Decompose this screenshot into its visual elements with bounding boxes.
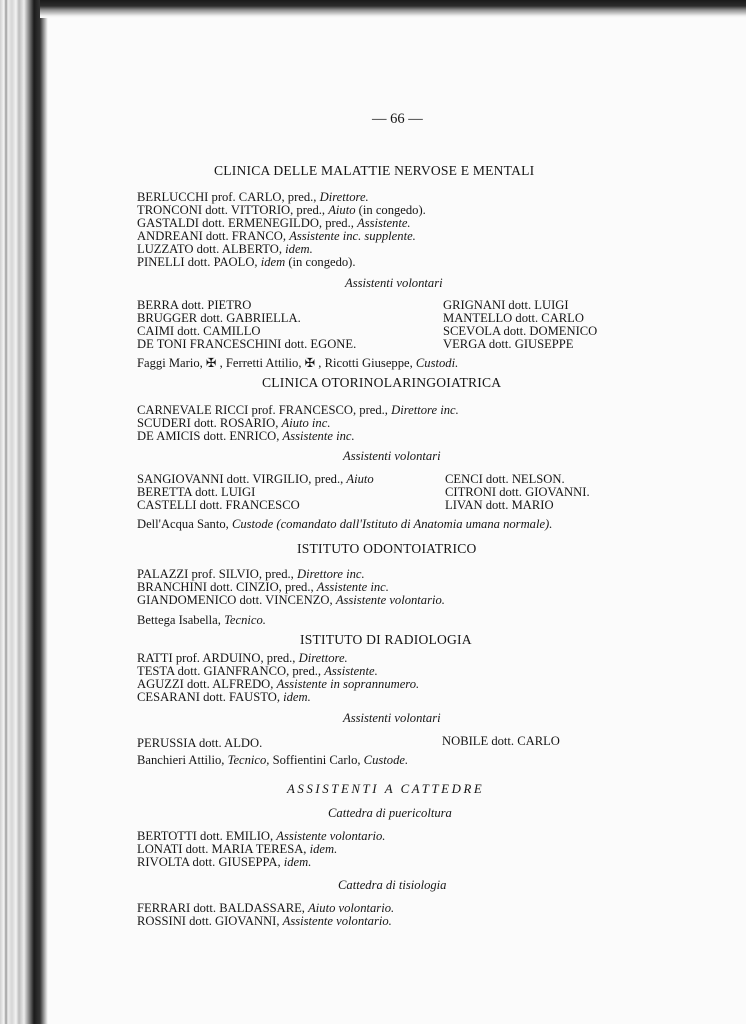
- volunteer-left: DE TONI FRANCESCHINI dott. EGONE.: [137, 337, 357, 351]
- staff-line: GIANDOMENICO dott. VINCENZO, Assistente volontario.: [137, 593, 445, 607]
- custodi-line: Faggi Mario, ✠ , Ferretti Attilio, ✠ , Ricotti Giuseppe, Custodi.: [137, 356, 459, 370]
- staff-line: LUZZATO dott. ALBERTO, idem.: [137, 242, 313, 256]
- staff-line: BRANCHINI dott. CINZIO, pred., Assistente inc.: [137, 580, 389, 594]
- cattedra-label: Cattedra di puericoltura: [328, 806, 452, 820]
- staff-line: ANDREANI dott. FRANCO, Assistente inc. supplente.: [137, 229, 416, 243]
- volunteer-left: BERETTA dott. LUIGI: [137, 485, 256, 499]
- staff-line: BERTOTTI dott. EMILIO, Assistente volontario.: [137, 829, 386, 843]
- staff-line: FERRARI dott. BALDASSARE, Aiuto volontario.: [137, 901, 395, 915]
- volunteer-left: SANGIOVANNI dott. VIRGILIO, pred., Aiuto: [137, 472, 374, 486]
- volunteer-left: BERRA dott. PIETRO: [137, 298, 252, 312]
- volunteers-label: Assistenti volontari: [343, 449, 441, 463]
- staff-line: SCUDERI dott. ROSARIO, Aiuto inc.: [137, 416, 331, 430]
- volunteer-right: GRIGNANI dott. LUIGI: [443, 298, 569, 312]
- staff-line: RIVOLTA dott. GIUSEPPA, idem.: [137, 855, 312, 869]
- volunteer-left: CASTELLI dott. FRANCESCO: [137, 498, 300, 512]
- section-title-otorino: CLINICA OTORINOLARINGOIATRICA: [262, 375, 502, 390]
- staff-line: LONATI dott. MARIA TERESA, idem.: [137, 842, 338, 856]
- volunteers-label: Assistenti volontari: [343, 711, 441, 725]
- staff-line: PINELLI dott. PAOLO, idem (in congedo).: [137, 255, 356, 269]
- tecnico-line: Bettega Isabella, Tecnico.: [137, 613, 266, 627]
- volunteer-left: PERUSSIA dott. ALDO.: [137, 736, 263, 750]
- custode-line: Dell'Acqua Santo, Custode (comandato dall'Istituto di Anatomia umana normale).: [137, 517, 553, 531]
- staff-line: TESTA dott. GIANFRANCO, pred., Assistente.: [137, 664, 378, 678]
- staff-line: CESARANI dott. FAUSTO, idem.: [137, 690, 311, 704]
- volunteer-right: VERGA dott. GIUSEPPE: [443, 337, 574, 351]
- staff-line: DE AMICIS dott. ENRICO, Assistente inc.: [137, 429, 355, 443]
- section-title-cattedre: ASSISTENTI A CATTEDRE: [287, 782, 485, 796]
- cattedra-label: Cattedra di tisiologia: [338, 878, 447, 892]
- staff-line: RATTI prof. ARDUINO, pred., Direttore.: [137, 651, 348, 665]
- book-spine-shadow: [0, 0, 48, 1024]
- staff-line: GASTALDI dott. ERMENEGILDO, pred., Assistente.: [137, 216, 411, 230]
- volunteers-label: Assistenti volontari: [345, 276, 443, 290]
- top-edge-shadow: [40, 0, 746, 18]
- staff-line: CARNEVALE RICCI prof. FRANCESCO, pred., Direttore inc.: [137, 403, 459, 417]
- volunteer-right: SCEVOLA dott. DOMENICO: [443, 324, 598, 338]
- volunteer-right: LIVAN dott. MARIO: [445, 498, 554, 512]
- volunteer-left: CAIMI dott. CAMILLO: [137, 324, 261, 338]
- staff-line: TRONCONI dott. VITTORIO, pred., Aiuto (in congedo).: [137, 203, 426, 217]
- volunteer-right: CITRONI dott. GIOVANNI.: [445, 485, 590, 499]
- tecnico-custode-line: Banchieri Attilio, Tecnico, Soffientini Carlo, Custode.: [137, 753, 409, 767]
- staff-line: PALAZZI prof. SILVIO, pred., Direttore inc.: [137, 567, 365, 581]
- volunteer-right: NOBILE dott. CARLO: [442, 734, 560, 748]
- staff-line: BERLUCCHI prof. CARLO, pred., Direttore.: [137, 190, 369, 204]
- volunteer-left: BRUGGER dott. GABRIELLA.: [137, 311, 301, 325]
- section-title-odonto: ISTITUTO ODONTOIATRICO: [297, 541, 477, 556]
- volunteer-right: MANTELLO dott. CARLO: [443, 311, 584, 325]
- staff-line: AGUZZI dott. ALFREDO, Assistente in soprannumero.: [137, 677, 420, 691]
- section-title-nervose: CLINICA DELLE MALATTIE NERVOSE E MENTALI: [214, 163, 535, 178]
- staff-line: ROSSINI dott. GIOVANNI, Assistente volontario.: [137, 914, 392, 928]
- section-title-radiologia: ISTITUTO DI RADIOLOGIA: [300, 632, 472, 647]
- volunteer-right: CENCI dott. NELSON.: [445, 472, 565, 486]
- page-number: — 66 —: [372, 111, 423, 127]
